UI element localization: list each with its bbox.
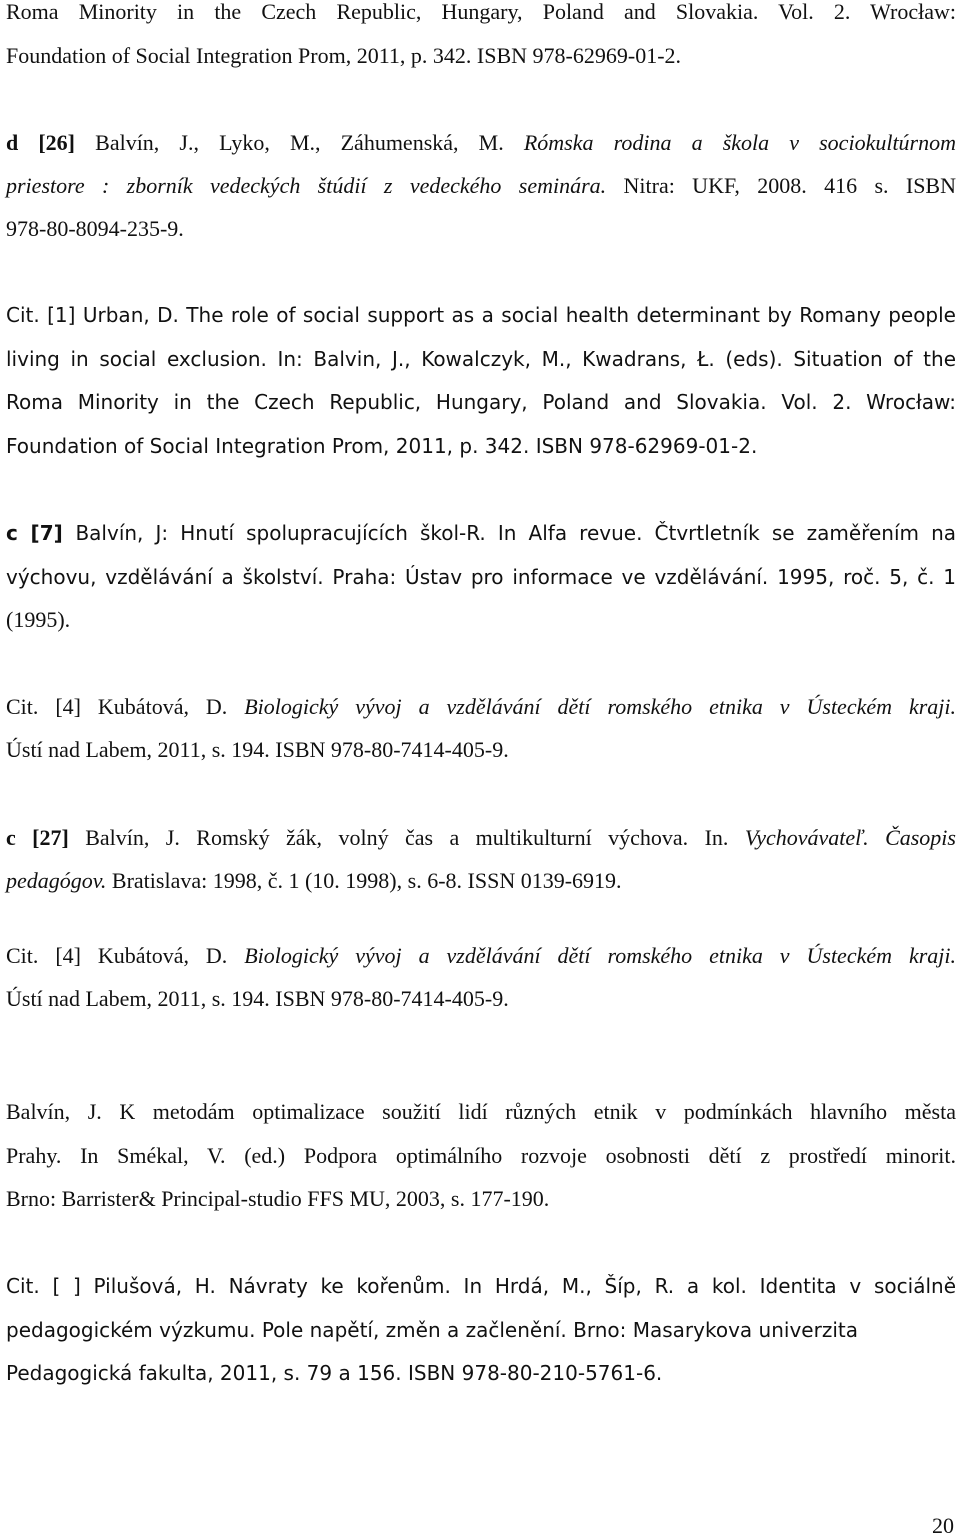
text-run: Cit. [ ] Pilušová, H. Návraty ke kořenům. In Hrdá, M., Šíp, R. a kol. Identita v sociálně [6, 1274, 956, 1298]
text-run: Cit. [1] Urban, D. The role of social support as a social health determinant by Romany people [6, 303, 956, 327]
text-run: Ústí nad Labem, 2011, s. 194. ISBN 978-80-7414-405-9. [6, 986, 509, 1011]
text-line [6, 431, 956, 461]
text-line [6, 823, 956, 853]
reference-number: [26] [38, 130, 96, 155]
text-line [6, 562, 956, 592]
journal-title: Vychovávateľ. Časopis [744, 825, 956, 850]
text-line [6, 1097, 956, 1127]
text-run: výchovu, vzdělávání a školství. Praha: Ústav pro informace ve vzdělávání. 1995, roč. 5, č. 1 [6, 565, 956, 589]
text-line [6, 605, 956, 635]
text-line [6, 1184, 956, 1214]
text-line [6, 984, 956, 1014]
text-line [6, 344, 956, 374]
journal-title: pedagógov. [6, 868, 107, 893]
text-run: Foundation of Social Integration Prom, 2011, p. 342. ISBN 978-62969-01-2. [6, 434, 758, 458]
text-line [6, 866, 956, 896]
text-line [6, 735, 956, 765]
text-line [6, 1358, 956, 1388]
text-run: Roma Minority in the Czech Republic, Hungary, Poland and Slovakia. Vol. 2. Wrocław: [6, 0, 956, 24]
text-run: Roma Minority in the Czech Republic, Hungary, Poland and Slovakia. Vol. 2. Wrocław: [6, 390, 956, 414]
page-number: 20 [932, 1513, 954, 1538]
text-line [6, 41, 956, 71]
reference-marker: c [27] [6, 825, 86, 850]
reference-marker: d [6, 130, 39, 155]
text-line [6, 300, 956, 330]
text-run: Balvín, J: Hnutí spolupracujících škol-R. In Alfa revue. Čtvrtletník se zaměřením na [75, 521, 956, 545]
text-run: Foundation of Social Integration Prom, 2011, p. 342. ISBN 978-62969-01-2. [6, 43, 682, 68]
text-run: Balvín, J. K metodám optimalizace soužití lidí různých etnik v podmínkách hlavního města [6, 1099, 956, 1124]
text-line [6, 0, 956, 27]
book-title: priestore : zborník vedeckých štúdií z vedeckého seminára. [6, 173, 607, 198]
text-run: Cit. [4] Kubátová, D. [6, 943, 245, 968]
text-run: Cit. [4] Kubátová, D. [6, 694, 245, 719]
text-run: Balvín, J. Romský žák, volný čas a multikulturní výchova. In. [85, 825, 745, 850]
book-title: Rómska rodina a škola v sociokultúrnom [523, 130, 957, 155]
text-run: Pedagogická fakulta, 2011, s. 79 a 156. ISBN 978-80-210-5761-6. [6, 1361, 663, 1385]
text-run: (1995). [6, 607, 71, 632]
text-run: living in social exclusion. In: Balvin, J., Kowalczyk, M., Kwadrans, Ł. (eds). Situation of the [6, 347, 956, 371]
reference-marker: c [7] [6, 521, 76, 545]
text-run: 978-80-8094-235-9. [6, 216, 184, 241]
text-line [6, 941, 956, 971]
text-run: Ústí nad Labem, 2011, s. 194. ISBN 978-80-7414-405-9. [6, 737, 509, 762]
text-line [6, 518, 956, 548]
text-line [6, 387, 956, 417]
text-line [6, 1271, 956, 1301]
text-run: Bratislava: 1998, č. 1 (10. 1998), s. 6-8. ISSN 0139-6919. [106, 868, 622, 893]
text-run: Brno: Barrister& Principal-studio FFS MU, 2003, s. 177-190. [6, 1186, 550, 1211]
text-line [6, 171, 956, 201]
text-run: pedagogickém výzkumu. Pole napětí, změn a začlenění. Brno: Masarykova univerzita [6, 1318, 858, 1342]
book-title: Biologický vývoj a vzdělávání dětí romského etnika v Ústeckém kraji. [244, 943, 956, 968]
text-line [6, 1141, 956, 1171]
text-run: Prahy. In Smékal, V. (ed.) Podpora optimálního rozvoje osobnosti dětí z prostředí minorit. [6, 1143, 956, 1168]
text-line [6, 214, 956, 244]
book-title: Biologický vývoj a vzdělávání dětí romského etnika v Ústeckém kraji. [244, 694, 956, 719]
text-run: Balvín, J., Lyko, M., Záhumenská, M. [95, 130, 524, 155]
text-line [6, 692, 956, 722]
text-run: Nitra: UKF, 2008. 416 s. ISBN [606, 173, 956, 198]
text-line [6, 128, 956, 158]
text-line [6, 1315, 956, 1345]
